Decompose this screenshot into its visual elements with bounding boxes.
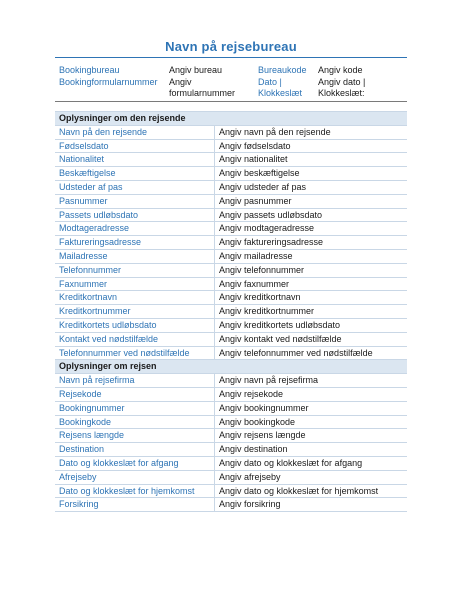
form-number-field-line2: formularnummer bbox=[169, 88, 236, 98]
title-divider bbox=[55, 57, 407, 58]
table-row bbox=[55, 319, 407, 333]
field-label: Nationalitet bbox=[55, 153, 215, 166]
field-value[interactable]: Angiv faxnummer bbox=[219, 278, 290, 289]
section-header bbox=[55, 112, 407, 126]
field-value[interactable]: Angiv fødselsdato bbox=[219, 140, 291, 151]
table-row bbox=[55, 374, 407, 388]
field-value[interactable]: Angiv kontakt ved nødstilfælde bbox=[219, 333, 342, 344]
field-label: Mailadresse bbox=[55, 250, 215, 263]
field-label: Afrejseby bbox=[55, 471, 215, 484]
table-row bbox=[55, 140, 407, 154]
table-row bbox=[55, 388, 407, 402]
bureau-code-field[interactable]: Angiv kode bbox=[318, 65, 363, 75]
form-number-field-line1: Angiv bbox=[169, 77, 192, 87]
info-table bbox=[55, 111, 407, 512]
field-value[interactable]: Angiv nationalitet bbox=[219, 154, 288, 165]
field-label: Bookingkode bbox=[55, 416, 215, 429]
table-row bbox=[55, 305, 407, 319]
field-value[interactable]: Angiv beskæftigelse bbox=[219, 168, 300, 179]
date-time-field[interactable] bbox=[318, 77, 365, 99]
table-row bbox=[55, 402, 407, 416]
field-label: Modtageradresse bbox=[55, 222, 215, 235]
table-row bbox=[55, 195, 407, 209]
field-value[interactable]: Angiv rejsekode bbox=[219, 388, 284, 399]
booking-bureau-field[interactable]: Angiv bureau bbox=[169, 65, 223, 75]
table-row bbox=[55, 167, 407, 181]
table-row bbox=[55, 416, 407, 430]
header-divider bbox=[55, 101, 407, 102]
date-time-field-line2: Klokkeslæt: bbox=[318, 88, 365, 98]
field-label: Telefonnummer bbox=[55, 264, 215, 277]
section-title: Oplysninger om den rejsende bbox=[59, 113, 186, 123]
field-label: Udsteder af pas bbox=[55, 181, 215, 194]
field-label: Telefonnummer ved nødstilfælde bbox=[55, 347, 215, 360]
field-value[interactable]: Angiv navn på den rejsende bbox=[219, 126, 331, 137]
field-value[interactable]: Angiv udsteder af pas bbox=[219, 181, 307, 192]
field-label: Destination bbox=[55, 443, 215, 456]
table-row bbox=[55, 429, 407, 443]
field-label: Dato og klokkeslæt for afgang bbox=[55, 457, 215, 470]
table-row bbox=[55, 264, 407, 278]
field-value[interactable]: Angiv bookingkode bbox=[219, 416, 296, 427]
table-row bbox=[55, 181, 407, 195]
field-label: Fødselsdato bbox=[55, 140, 215, 153]
table-row bbox=[55, 291, 407, 305]
table-row bbox=[55, 222, 407, 236]
form-number-field[interactable] bbox=[169, 77, 235, 99]
field-value[interactable]: Angiv telefonnummer ved nødstilfælde bbox=[219, 347, 373, 358]
table-row bbox=[55, 278, 407, 292]
field-label: Rejsekode bbox=[55, 388, 215, 401]
field-label: Beskæftigelse bbox=[55, 167, 215, 180]
field-label: Pasnummer bbox=[55, 195, 215, 208]
field-value[interactable]: Angiv rejsens længde bbox=[219, 430, 306, 441]
field-label: Kontakt ved nødstilfælde bbox=[55, 333, 215, 346]
field-label: Kreditkortnavn bbox=[55, 291, 215, 304]
date-time-label-line1: Dato | bbox=[258, 77, 282, 87]
table-row bbox=[55, 250, 407, 264]
field-value[interactable]: Angiv pasnummer bbox=[219, 195, 292, 206]
table-row bbox=[55, 471, 407, 485]
field-label: Faktureringsadresse bbox=[55, 236, 215, 249]
date-time-field-line1: Angiv dato | bbox=[318, 77, 366, 87]
table-row bbox=[55, 209, 407, 223]
field-label: Forsikring bbox=[55, 498, 215, 511]
date-time-label bbox=[258, 77, 302, 99]
field-label: Navn på rejsefirma bbox=[55, 374, 215, 387]
field-value[interactable]: Angiv telefonnummer bbox=[219, 264, 305, 275]
table-row bbox=[55, 126, 407, 140]
field-value[interactable]: Angiv kreditkortets udløbsdato bbox=[219, 319, 341, 330]
table-row bbox=[55, 457, 407, 471]
field-label: Navn på den rejsende bbox=[55, 126, 215, 139]
table-row bbox=[55, 485, 407, 499]
date-time-label-line2: Klokkeslæt bbox=[258, 88, 303, 98]
field-value[interactable]: Angiv navn på rejsefirma bbox=[219, 375, 319, 386]
field-value[interactable]: Angiv passets udløbsdato bbox=[219, 209, 323, 220]
form-number-label: Bookingformularnummer bbox=[59, 77, 158, 87]
field-label: Kreditkortnummer bbox=[55, 305, 215, 318]
table-row bbox=[55, 443, 407, 457]
field-value[interactable]: Angiv mailadresse bbox=[219, 250, 293, 261]
field-value[interactable]: Angiv forsikring bbox=[219, 499, 281, 510]
field-value[interactable]: Angiv bookingnummer bbox=[219, 402, 309, 413]
table-row bbox=[55, 333, 407, 347]
field-label: Kreditkortets udløbsdato bbox=[55, 319, 215, 332]
field-label: Dato og klokkeslæt for hjemkomst bbox=[55, 485, 215, 498]
booking-bureau-label: Bookingbureau bbox=[59, 65, 120, 75]
bureau-code-label: Bureaukode bbox=[258, 65, 307, 75]
page-title[interactable]: Navn på rejsebureau bbox=[165, 39, 297, 54]
field-value[interactable]: Angiv faktureringsadresse bbox=[219, 237, 324, 248]
field-value[interactable]: Angiv dato og klokkeslæt for hjemkomst bbox=[219, 485, 379, 496]
field-value[interactable]: Angiv modtageradresse bbox=[219, 223, 315, 234]
field-label: Passets udløbsdato bbox=[55, 209, 215, 222]
field-label: Rejsens længde bbox=[55, 429, 215, 442]
field-value[interactable]: Angiv destination bbox=[219, 444, 288, 455]
field-value[interactable]: Angiv afrejseby bbox=[219, 471, 281, 482]
table-row bbox=[55, 153, 407, 167]
section-title: Oplysninger om rejsen bbox=[59, 361, 157, 372]
field-value[interactable]: Angiv kreditkortnummer bbox=[219, 306, 315, 317]
section-header bbox=[55, 360, 407, 374]
field-value[interactable]: Angiv dato og klokkeslæt for afgang bbox=[219, 457, 363, 468]
table-row bbox=[55, 347, 407, 361]
field-value[interactable]: Angiv kreditkortnavn bbox=[219, 292, 301, 303]
field-label: Bookingnummer bbox=[55, 402, 215, 415]
table-row bbox=[55, 236, 407, 250]
table-row bbox=[55, 498, 407, 512]
field-label: Faxnummer bbox=[55, 278, 215, 291]
